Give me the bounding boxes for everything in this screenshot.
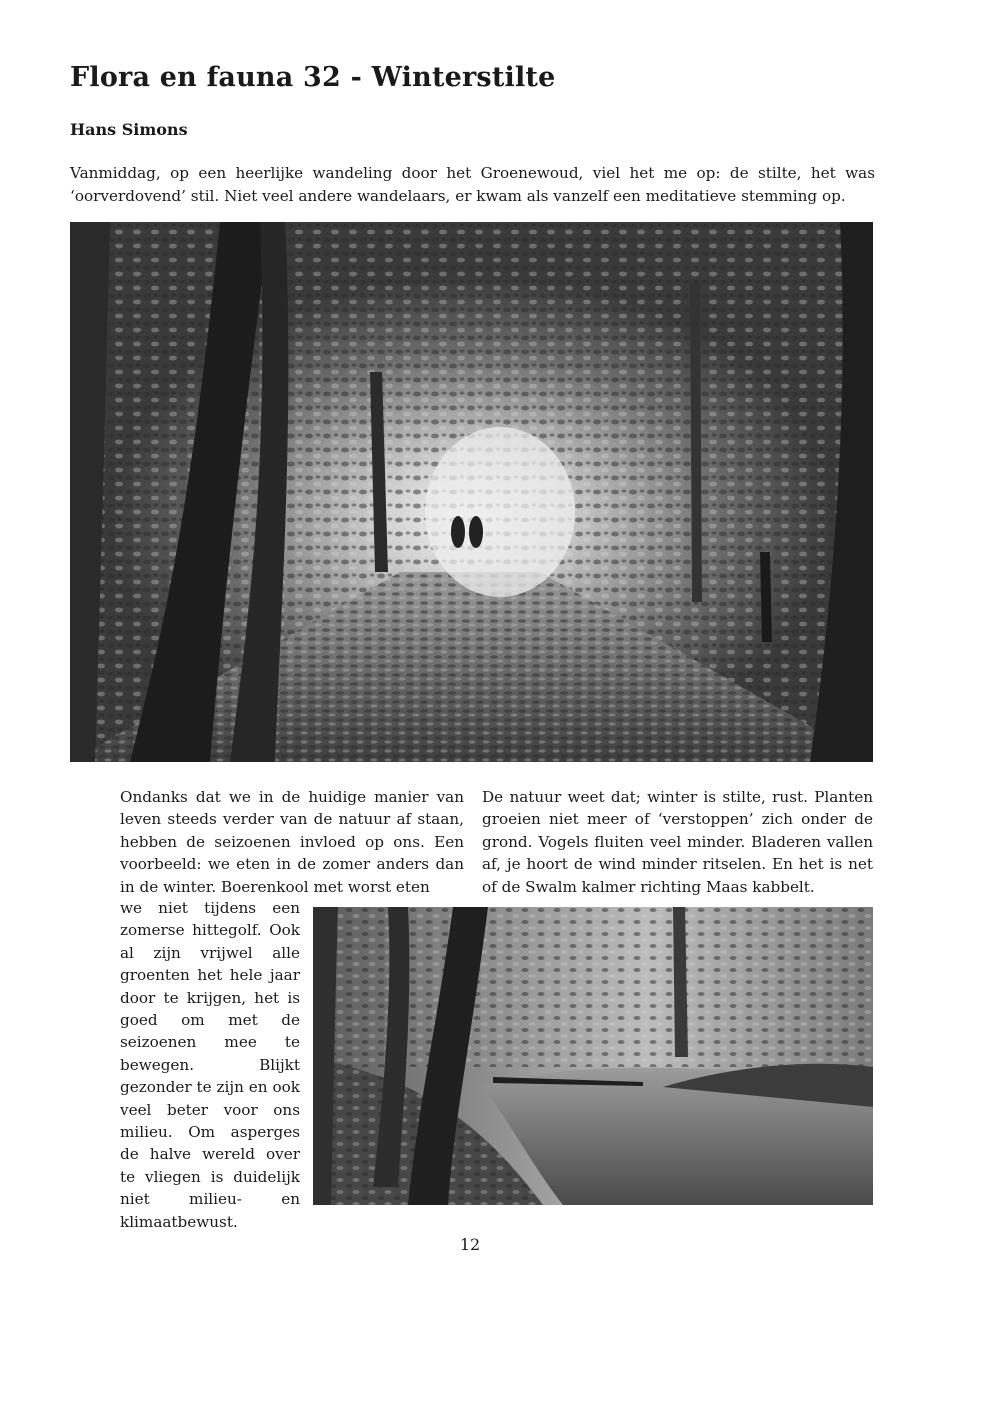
right-column-text: De natuur weet dat; winter is stilte, rust. Planten groeien niet meer of ‘verstoppen’ zich onder de grond. Vogels fluiten veel minder. Bladeren vallen af, je hoort de wind minder ritselen. En het is net of de Swalm kalmer richting Maas kabbelt.: [482, 788, 873, 896]
river-photo: [313, 907, 873, 1205]
article-author: Hans Simons: [70, 120, 188, 139]
forest-path-photo: [70, 222, 873, 762]
left-column-text: Ondanks dat we in de huidige manier van leven steeds verder van de natuur af staan, hebben de seizoenen invloed op ons. Een voorbeeld: we eten in de zomer anders dan in de winter. Boerenkool met worst eten: [120, 788, 464, 896]
article-intro: Vanmiddag, op een heerlijke wandeling door het Groenewoud, viel het me op: de stilte, het was ‘oorverdovend’ stil. Niet veel andere wandelaars, er kwam als vanzelf een meditatieve stemming op.: [70, 164, 875, 205]
left-column-wrap-text: we niet tijdens een zomerse hittegolf. Ook al zijn vrijwel alle groenten het hele jaar door te krijgen, het is goed om met de seizoenen mee te bewegen. Blijkt gezonder te zijn en ook veel beter voor ons milieu. Om asperges de halve wereld over te vliegen is duidelijk niet milieu- en klimaatbewust.: [120, 899, 300, 1231]
page-number: 12: [459, 1235, 481, 1254]
article-title: Flora en fauna 32 - Winterstilte: [70, 62, 556, 93]
